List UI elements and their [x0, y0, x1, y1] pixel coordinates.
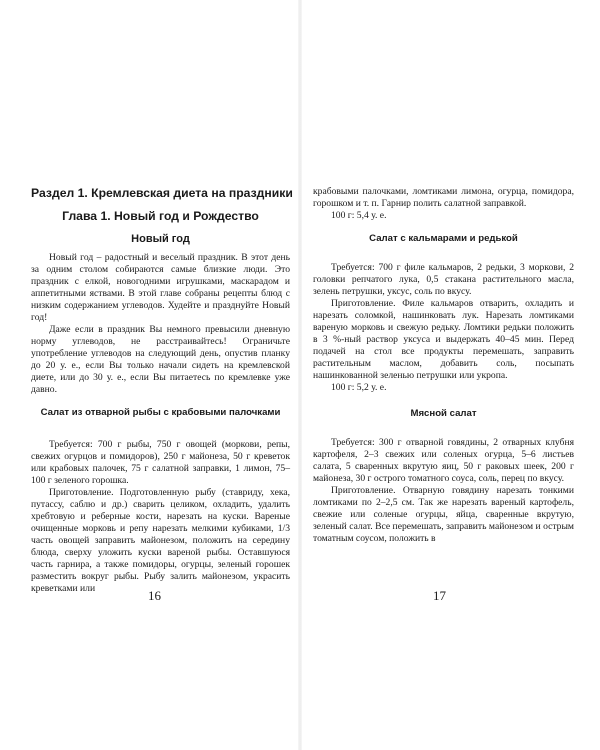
recipe-title-meat-salad: Мясной салат: [410, 408, 477, 419]
squid-salad-method: Приготовление. Филе кальмаров отварить, охладить и нарезать соломкой, нашинковать лук. Нарезать ломтиками вареную морковь и свежую редьку. Ломтики редьки положить в 3 %-ный раствор уксуса и выдержать 40–45 мин. Перед подачей на стол все продукты перемешать, заправить растительным маслом, добавить соль, посыпать нашинкованной зеленью петрушки или укропа.: [313, 298, 574, 381]
right-page: [300, 0, 600, 750]
page-number-left: 16: [148, 588, 161, 603]
intro-paragraph-1: Новый год – радостный и веселый праздник. В этот день за одним столом собираются самые близкие люди. Это праздник с елкой, новогодними игрушками, маскарадом и аппетитными яствами. В этой главе собраны рецепты блюд с низким содержанием углеводов. Худейте и празднуйте Новый год!: [31, 252, 290, 323]
fish-salad-carbs: 100 г: 5,4 у. е.: [331, 210, 387, 221]
recipe-title-fish-salad: Салат из отварной рыбы с крабовыми палочками: [40, 407, 281, 418]
intro-paragraph-2: Даже если в праздник Вы немного превысили дневную норму углеводов, не расстраивайтесь! Ограничьте употребление углеводов на следующий день, опустив планку до 20 у. е., если Вы только начали сидеть на кремлевской диете, или до 30 у. е., если Вы питаетесь по кремлевке уже давно.: [31, 324, 290, 395]
page-number-right: 17: [433, 588, 446, 603]
squid-salad-ingredients: Требуется: 700 г филе кальмаров, 2 редьки, 3 моркови, 2 головки репчатого лука, 0,5 стакана растительного масла, зелень петрушки, уксус, соль по вкусу.: [313, 262, 574, 297]
meat-salad-method: Приготовление. Отварную говядину нарезать тонкими ломтиками по 2–2,5 см. Так же нарезать вареный картофель, свежие или соленые огурцы, яйца, сваренные вкрутую, зеленый салат. Все перемешать, заправить майонезом и острым томатным соусом, положить в: [313, 485, 574, 544]
fish-salad-continuation: крабовыми палочками, ломтиками лимона, огурца, помидора, горошком и т. п. Гарнир полить салатной заправкой.: [313, 186, 574, 209]
chapter-title: Глава 1. Новый год и Рождество: [62, 209, 259, 223]
recipe-title-squid-salad: Салат с кальмарами и редькой: [369, 233, 518, 244]
fish-salad-method: Приготовление. Подготовленную рыбу (ставриду, хека, путассу, саблю и др.) сварить целиком, охладить, удалить хребтовую и реберные кости, нарезать на куски. Вареные очищенные морковь и репу нарезать мелкими кубиками, 1/3 часть овощей заправить майонезом, положить на середину блюда, сверху уложить куски вареной рыбы. Оставшуюся часть гарнира, а также помидоры, огурцы, зеленый горошек разместить вокруг рыбы. Рыбу залить майонезом, украсить креветками или: [31, 487, 290, 594]
meat-salad-ingredients: Требуется: 300 г отварной говядины, 2 отварных клубня картофеля, 2–3 свежих или соленых огурца, 5–6 листьев салата, 5 сваренных вкрутую яиц, 50 г раковых шеек, 200 г майонеза, 30 г острого томатного соуса, соль, перец по вкусу.: [313, 437, 574, 484]
squid-salad-carbs: 100 г: 5,2 у. е.: [331, 382, 387, 393]
recipe-title-new-year: Новый год: [131, 233, 190, 245]
section-title: Раздел 1. Кремлевская диета на праздники: [31, 186, 293, 200]
fish-salad-ingredients: Требуется: 700 г рыбы, 750 г овощей (моркови, репы, свежих огурцов и помидоров), 250 г майонеза, 50 г креветок или крабовых палочек, 75 г салатной заправки, 1 лимон, 75–100 г зеленого горошка.: [31, 439, 290, 486]
